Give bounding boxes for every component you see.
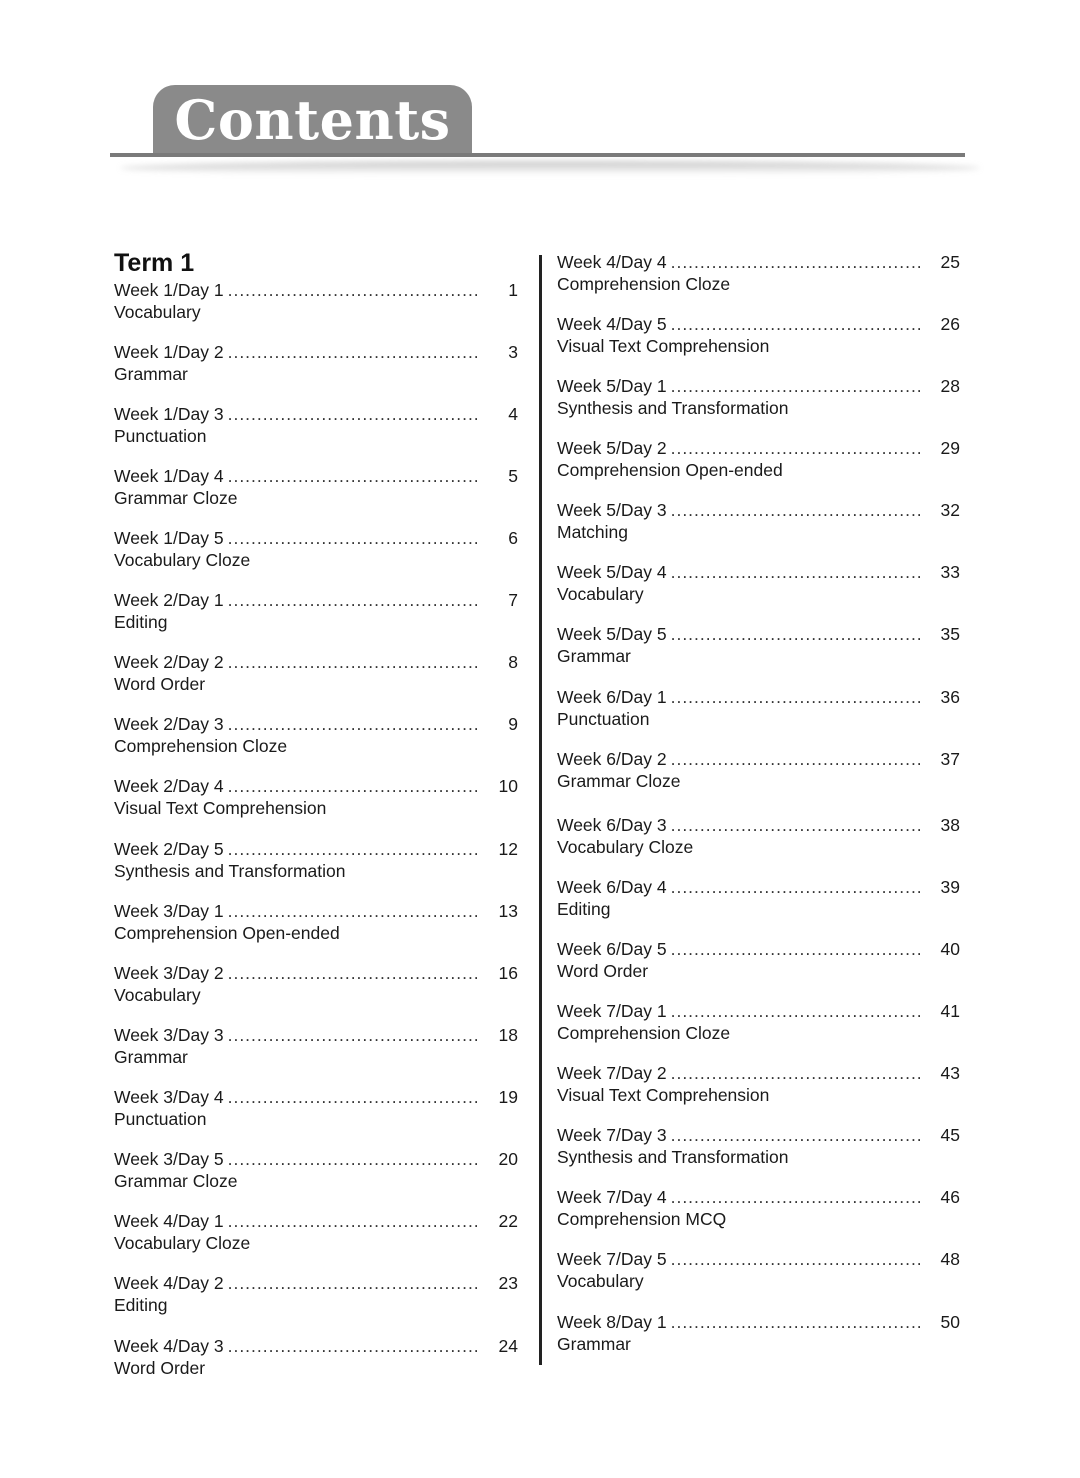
toc-leader-dots [671,1124,920,1146]
toc-leader-dots [228,775,478,797]
toc-leader-dots [671,938,920,960]
toc-entry-topic: Matching [557,522,629,542]
toc-entry-week: Week 4/Day 1 [114,1211,224,1231]
toc-entry-topic: Vocabulary [557,1271,644,1291]
header-rule-shadow [120,161,980,175]
toc-entry-topic: Grammar Cloze [114,1171,238,1191]
toc-entry-page: 37 [940,749,960,769]
toc-entry-week: Week 2/Day 4 [114,776,224,796]
toc-entry-topic: Vocabulary [114,302,201,322]
toc-leader-dots [671,1062,920,1084]
toc-leader-dots [671,748,920,770]
toc-entry-week: Week 7/Day 3 [557,1125,667,1145]
toc-entry-page: 45 [940,1125,960,1145]
toc-entry[interactable] [557,1000,960,1048]
toc-entry-topic: Comprehension MCQ [557,1209,727,1229]
toc-entry-page: 23 [498,1273,518,1293]
toc-entry[interactable] [557,876,960,924]
toc-entry-week: Week 6/Day 4 [557,877,667,897]
toc-entry-week: Week 1/Day 4 [114,466,224,486]
toc-entry-page: 39 [940,877,960,897]
toc-entry-page: 41 [940,1001,960,1021]
toc-leader-dots [671,499,920,521]
toc-entry-week: Week 3/Day 2 [114,963,224,983]
toc-entry-page: 12 [498,839,518,859]
toc-leader-dots [228,962,478,984]
toc-entry-topic: Grammar Cloze [557,771,681,791]
toc-entry-page: 1 [508,280,518,300]
toc-entry-topic: Vocabulary Cloze [557,837,694,857]
toc-entry[interactable] [557,1311,960,1359]
toc-entry-week: Week 1/Day 5 [114,528,224,548]
toc-entry-page: 19 [498,1087,518,1107]
toc-entry-week: Week 7/Day 5 [557,1249,667,1269]
toc-entry-page: 40 [940,939,960,959]
toc-leader-dots [228,527,478,549]
toc-entry[interactable] [114,341,518,389]
toc-entry-topic: Editing [557,899,611,919]
header-rule [110,153,965,157]
toc-entry[interactable] [557,1062,960,1110]
toc-entry-topic: Grammar Cloze [114,488,238,508]
toc-entry-week: Week 3/Day 4 [114,1087,224,1107]
toc-entry-week: Week 2/Day 2 [114,652,224,672]
toc-entry-week: Week 7/Day 2 [557,1063,667,1083]
toc-leader-dots [671,1186,920,1208]
toc-entry[interactable] [114,589,518,637]
toc-entry-week: Week 1/Day 3 [114,404,224,424]
toc-leader-dots [228,900,478,922]
toc-entry[interactable] [557,251,960,299]
toc-entry-page: 25 [940,252,960,272]
contents-header-tab [153,85,472,154]
toc-entry-page: 4 [508,404,518,424]
toc-entry-page: 32 [940,500,960,520]
toc-entry-week: Week 1/Day 1 [114,280,224,300]
toc-entry-topic: Comprehension Cloze [557,274,731,294]
toc-entry-week: Week 4/Day 2 [114,1273,224,1293]
toc-entry-topic: Punctuation [557,709,650,729]
toc-leader-dots [671,876,920,898]
toc-entry[interactable] [557,499,960,547]
toc-entry-topic: Word Order [114,1358,206,1378]
toc-entry-topic: Synthesis and Transformation [557,398,789,418]
toc-leader-dots [228,838,478,860]
toc-entry[interactable] [114,900,518,948]
toc-entry-topic: Word Order [114,674,206,694]
toc-entry-page: 16 [498,963,518,983]
toc-entry[interactable] [557,561,960,609]
toc-leader-dots [228,713,478,735]
toc-entry-page: 35 [940,624,960,644]
column-divider [539,255,542,1365]
toc-entry[interactable] [114,1335,518,1383]
toc-entry[interactable] [114,1210,518,1258]
toc-entry[interactable] [557,437,960,485]
toc-entry-week: Week 1/Day 2 [114,342,224,362]
toc-entry-week: Week 5/Day 3 [557,500,667,520]
toc-entry-page: 28 [940,376,960,396]
toc-entry-page: 8 [508,652,518,672]
toc-entry[interactable] [557,375,960,423]
toc-entry-week: Week 5/Day 1 [557,376,667,396]
toc-entry-page: 46 [940,1187,960,1207]
toc-entry[interactable] [114,713,518,761]
toc-entry-week: Week 3/Day 1 [114,901,224,921]
toc-entry-topic: Comprehension Open-ended [114,923,340,943]
toc-entry-week: Week 8/Day 1 [557,1312,667,1332]
toc-leader-dots [228,1024,478,1046]
toc-leader-dots [671,375,920,397]
toc-leader-dots [228,1086,478,1108]
toc-leader-dots [228,651,478,673]
toc-entry-topic: Editing [114,612,168,632]
toc-leader-dots [671,1311,920,1333]
toc-leader-dots [671,686,920,708]
toc-entry-topic: Vocabulary [557,584,644,604]
toc-entry[interactable] [114,403,518,451]
toc-entry-week: Week 4/Day 4 [557,252,667,272]
toc-leader-dots [228,341,478,363]
toc-entry-week: Week 2/Day 3 [114,714,224,734]
toc-leader-dots [671,1000,920,1022]
toc-entry[interactable] [557,814,960,862]
toc-entry-week: Week 3/Day 3 [114,1025,224,1045]
toc-entry-page: 9 [508,714,518,734]
toc-entry[interactable] [557,1186,960,1234]
toc-entry[interactable] [114,527,518,575]
toc-leader-dots [671,623,920,645]
toc-leader-dots [228,1148,478,1170]
toc-entry-topic: Comprehension Cloze [557,1023,731,1043]
toc-entry-topic: Editing [114,1295,168,1315]
toc-entry-topic: Grammar [114,1047,188,1067]
toc-entry-topic: Word Order [557,961,649,981]
toc-leader-dots [228,403,478,425]
toc-entry[interactable] [114,1272,518,1320]
toc-entry[interactable] [557,623,960,671]
toc-entry-topic: Punctuation [114,426,207,446]
toc-entry[interactable] [557,748,960,796]
toc-leader-dots [228,279,478,301]
toc-entry-week: Week 6/Day 1 [557,687,667,707]
toc-entry-topic: Comprehension Cloze [114,736,288,756]
toc-entry-page: 38 [940,815,960,835]
toc-entry-page: 18 [498,1025,518,1045]
toc-leader-dots [671,313,920,335]
toc-entry-topic: Visual Text Comprehension [114,798,327,818]
toc-entry-topic: Grammar [114,364,188,384]
toc-entry-topic: Comprehension Open-ended [557,460,783,480]
toc-entry-week: Week 5/Day 2 [557,438,667,458]
toc-entry-week: Week 4/Day 5 [557,314,667,334]
toc-entry-page: 20 [498,1149,518,1169]
toc-entry-page: 50 [940,1312,960,1332]
toc-entry[interactable] [114,651,518,699]
toc-entry-topic: Grammar [557,646,631,666]
toc-leader-dots [228,1335,478,1357]
toc-entry-topic: Synthesis and Transformation [557,1147,789,1167]
toc-entry-week: Week 7/Day 1 [557,1001,667,1021]
toc-leader-dots [228,465,478,487]
toc-entry[interactable] [114,775,518,823]
toc-entry-page: 6 [508,528,518,548]
toc-entry-page: 5 [508,466,518,486]
toc-entry-topic: Punctuation [114,1109,207,1129]
toc-entry-week: Week 5/Day 4 [557,562,667,582]
toc-leader-dots [228,589,478,611]
toc-entry-week: Week 2/Day 5 [114,839,224,859]
toc-entry-page: 29 [940,438,960,458]
toc-entry-page: 7 [508,590,518,610]
toc-entry-topic: Synthesis and Transformation [114,861,346,881]
toc-entry-week: Week 2/Day 1 [114,590,224,610]
toc-entry-page: 24 [498,1336,518,1356]
toc-entry[interactable] [114,1024,518,1072]
toc-entry[interactable] [557,1248,960,1296]
toc-entry-page: 10 [498,776,518,796]
toc-entry[interactable] [557,686,960,734]
page-title: Contents [174,88,451,152]
toc-leader-dots [671,561,920,583]
toc-leader-dots [228,1272,478,1294]
toc-entry[interactable] [114,1148,518,1196]
term-heading: Term 1 [114,249,195,277]
toc-leader-dots [228,1210,478,1232]
toc-entry-topic: Visual Text Comprehension [557,1085,770,1105]
toc-entry-page: 22 [498,1211,518,1231]
toc-entry-page: 3 [508,342,518,362]
toc-entry-topic: Vocabulary Cloze [114,1233,251,1253]
toc-entry-week: Week 4/Day 3 [114,1336,224,1356]
toc-entry-page: 33 [940,562,960,582]
toc-entry-topic: Vocabulary Cloze [114,550,251,570]
toc-leader-dots [671,251,920,273]
toc-entry-week: Week 6/Day 5 [557,939,667,959]
toc-entry-page: 13 [498,901,518,921]
toc-entry[interactable] [114,279,518,327]
toc-entry-week: Week 6/Day 3 [557,815,667,835]
toc-entry-page: 43 [940,1063,960,1083]
toc-entry-week: Week 5/Day 5 [557,624,667,644]
toc-entry[interactable] [557,938,960,986]
toc-entry-week: Week 7/Day 4 [557,1187,667,1207]
toc-entry-topic: Vocabulary [114,985,201,1005]
toc-entry-page: 26 [940,314,960,334]
toc-entry-page: 48 [940,1249,960,1269]
toc-entry[interactable] [114,465,518,513]
toc-entry-week: Week 6/Day 2 [557,749,667,769]
toc-entry-week: Week 3/Day 5 [114,1149,224,1169]
toc-entry[interactable] [114,1086,518,1134]
toc-entry[interactable] [557,313,960,361]
toc-entry[interactable] [557,1124,960,1172]
toc-entry-topic: Visual Text Comprehension [557,336,770,356]
toc-leader-dots [671,1248,920,1270]
toc-leader-dots [671,814,920,836]
toc-entry-page: 36 [940,687,960,707]
toc-entry[interactable] [114,962,518,1010]
toc-entry-topic: Grammar [557,1334,631,1354]
toc-entry[interactable] [114,838,518,886]
toc-leader-dots [671,437,920,459]
